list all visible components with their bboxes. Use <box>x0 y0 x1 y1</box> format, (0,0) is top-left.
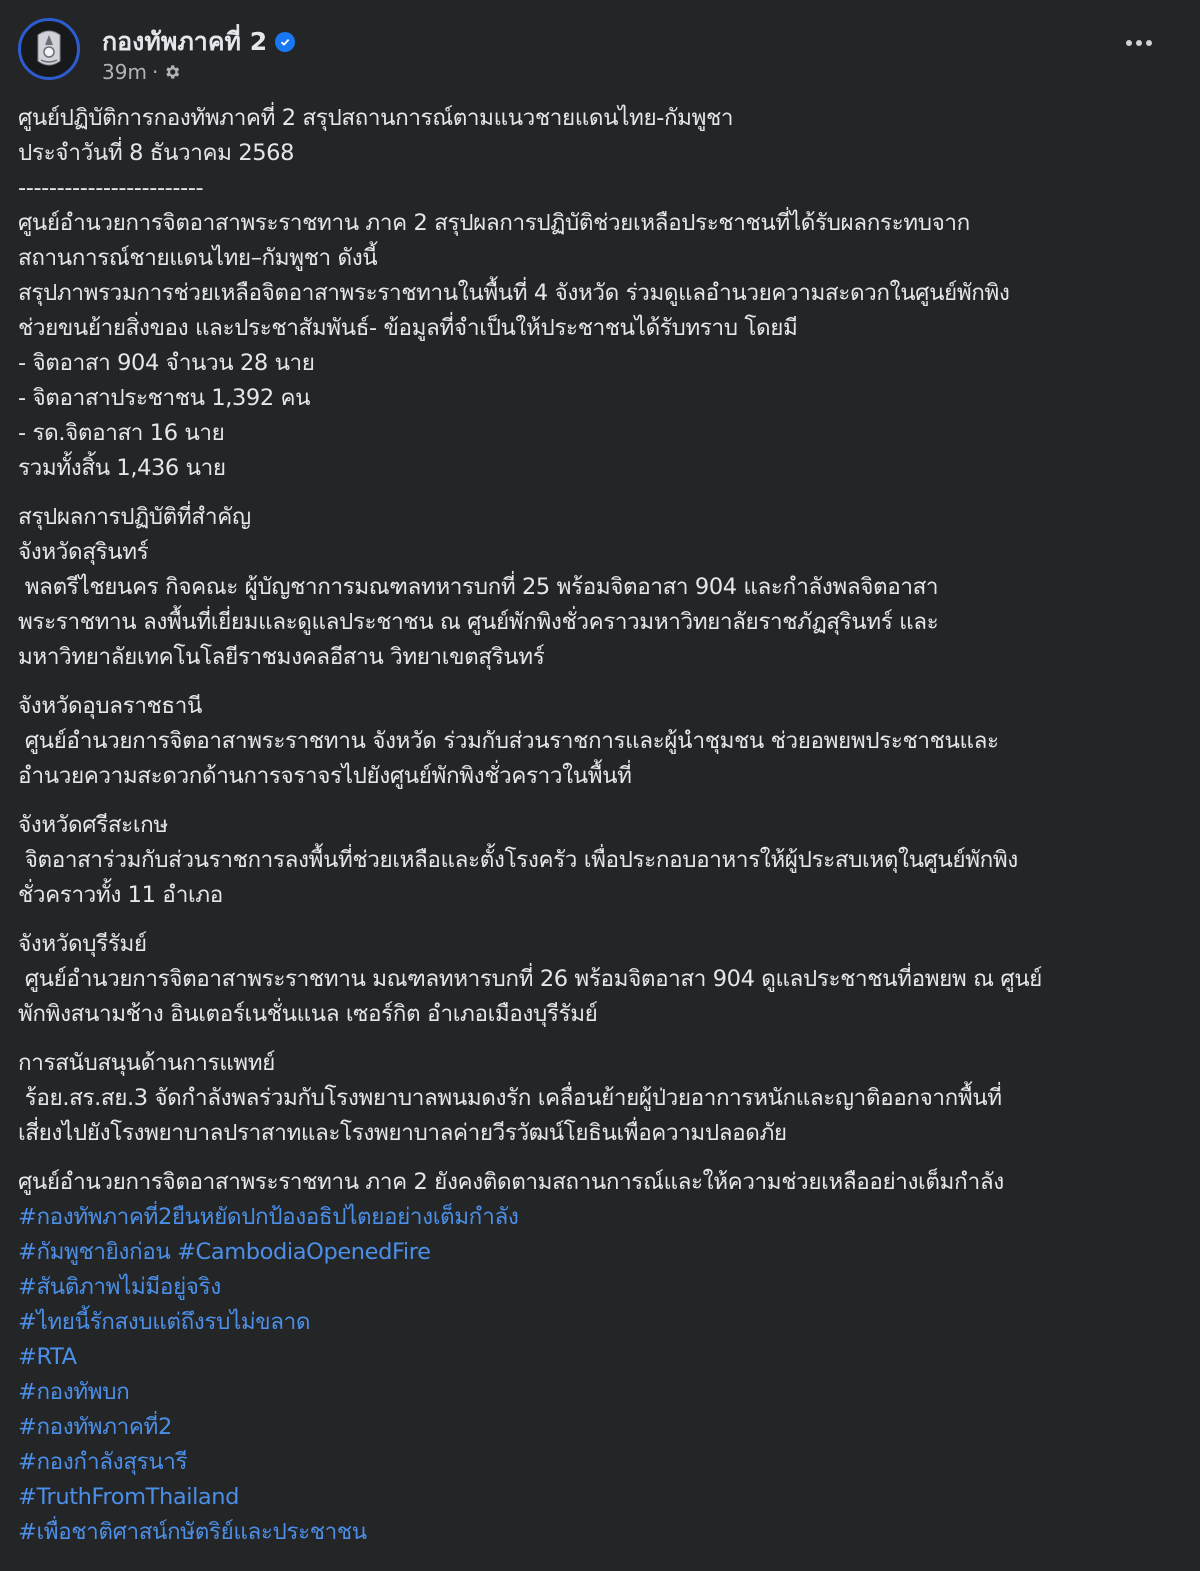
post-body <box>18 101 1178 1550</box>
hashtag-link[interactable]: #CambodiaOpenedFire <box>177 1239 431 1265</box>
post-timestamp[interactable]: 39m <box>102 60 147 84</box>
verified-badge-icon <box>275 32 295 52</box>
separator-line: ------------------------ <box>18 175 204 201</box>
hashtag-link[interactable]: #กัมพูชายิงก่อน <box>18 1239 171 1265</box>
stat-total: รวมทั้งสิ้น 1,436 นาย <box>18 455 226 481</box>
intro-line: สรุปภาพรวมการช่วยเหลือจิตอาสาพระราชทานในพื้นที่ 4 จังหวัด ร่วมดูแลอำนวยความสะดวกในศูนย์พักพิง <box>18 280 1010 306</box>
section-line: ร้อย.สร.สย.3 จัดกำลังพลร่วมกับโรงพยาบาลพนมดงรัก เคลื่อนย้ายผู้ป่วยอาการหนักและญาติออกจากพื้นที่ <box>18 1085 1002 1111</box>
hashtag-link[interactable]: #กองกำลังสุรนารี <box>18 1449 188 1475</box>
section-line: พระราชทาน ลงพื้นที่เยี่ยมและดูแลประชาชน ณ ศูนย์พักพิงชั่วคราวมหาวิทยาลัยราชภัฏสุรินทร์ และ <box>18 609 939 635</box>
ellipsis-icon <box>1126 40 1132 46</box>
section-line: พลตรีไชยนคร กิจคณะ ผู้บัญชาการมณฑลทหารบกที่ 25 พร้อมจิตอาสา 904 และกำลังพลจิตอาสา <box>18 574 939 600</box>
section-line: อำนวยความสะดวกด้านการจราจรไปยังศูนย์พักพิงชั่วคราวในพื้นที่ <box>18 763 632 789</box>
section-heading: จังหวัดบุรีรัมย์ <box>18 931 147 957</box>
page-avatar[interactable] <box>18 18 80 80</box>
hashtag-link[interactable]: #สันติภาพไม่มีอยู่จริง <box>18 1274 221 1300</box>
intro-line: สถานการณ์ชายแดนไทย–กัมพูชา ดังนี้ <box>18 245 378 271</box>
hashtag-link[interactable]: #กองทัพบก <box>18 1379 130 1405</box>
section-line: ศูนย์อำนวยการจิตอาสาพระราชทาน มณฑลทหารบกที่ 26 พร้อมจิตอาสา 904 ดูแลประชาชนที่อพยพ ณ ศูนย์ <box>18 966 1042 992</box>
section-heading: จังหวัดสุรินทร์ <box>18 539 149 565</box>
hashtag-link[interactable]: #กองทัพภาคที่2ยืนหยัดปกป้องอธิปไตยอย่างเต็มกำลัง <box>18 1204 519 1230</box>
section-line: จิตอาสาร่วมกับส่วนราชการลงพื้นที่ช่วยเหลือและตั้งโรงครัว เพื่อประกอบอาหารให้ผู้ประสบเหตุในศูนย์พักพิง <box>18 847 1018 873</box>
post-meta <box>102 60 181 84</box>
section-line: เสี่ยงไปยังโรงพยาบาลปราสาทและโรงพยาบาลค่ายวีรวัฒน์โยธินเพื่อความปลอดภัย <box>18 1120 787 1146</box>
hashtag-link[interactable]: #RTA <box>18 1344 77 1370</box>
stat-line: - รด.จิตอาสา 16 นาย <box>18 420 225 446</box>
stat-line: - จิตอาสาประชาชน 1,392 คน <box>18 385 311 411</box>
hashtag-link[interactable]: #กองทัพภาคที่2 <box>18 1414 172 1440</box>
stat-line: - จิตอาสา 904 จำนวน 28 นาย <box>18 350 315 376</box>
intro-line: ศูนย์อำนวยการจิตอาสาพระราชทาน ภาค 2 สรุปผลการปฏิบัติช่วยเหลือประชาชนที่ได้รับผลกระทบจาก <box>18 210 970 236</box>
title-line: ศูนย์ปฏิบัติการกองทัพภาคที่ 2 สรุปสถานการณ์ตามแนวชายแดนไทย-กัมพูชา <box>18 105 734 131</box>
section-heading: จังหวัดอุบลราชธานี <box>18 693 202 719</box>
more-options-button[interactable] <box>1126 40 1152 46</box>
summary-heading: สรุปผลการปฏิบัติที่สำคัญ <box>18 504 251 530</box>
hashtag-link[interactable]: #TruthFromThailand <box>18 1484 240 1510</box>
army-emblem-icon <box>34 29 64 69</box>
section-line: ชั่วคราวทั้ง 11 อำเภอ <box>18 882 223 908</box>
section-heading: การสนับสนุนด้านการแพทย์ <box>18 1050 275 1076</box>
closing-line: ศูนย์อำนวยการจิตอาสาพระราชทาน ภาค 2 ยังคงติดตามสถานการณ์และให้ความช่วยเหลืออย่างเต็มกำลัง <box>18 1169 1004 1195</box>
hashtag-link[interactable]: #เพื่อชาติศาสน์กษัตริย์และประชาชน <box>18 1519 367 1545</box>
author-row <box>102 22 295 62</box>
page-name[interactable]: กองทัพภาคที่ 2 <box>102 27 268 56</box>
title-line: ประจำวันที่ 8 ธันวาคม 2568 <box>18 140 295 166</box>
post-header <box>18 18 1182 88</box>
intro-line: ช่วยขนย้ายสิ่งของ และประชาสัมพันธ์- ข้อมูลที่จำเป็นให้ประชาชนได้รับทราบ โดยมี <box>18 315 798 341</box>
section-line: ศูนย์อำนวยการจิตอาสาพระราชทาน จังหวัด ร่วมกับส่วนราชการและผู้นำชุมชน ช่วยอพยพประชาชนและ <box>18 728 999 754</box>
section-line: พักพิงสนามช้าง อินเตอร์เนชั่นแนล เซอร์กิต อำเภอเมืองบุรีรัมย์ <box>18 1001 598 1027</box>
hashtag-link[interactable]: #ไทยนี้รักสงบแต่ถึงรบไม่ขลาด <box>18 1309 311 1335</box>
meta-separator: · <box>151 60 159 84</box>
section-heading: จังหวัดศรีสะเกษ <box>18 812 168 838</box>
gear-icon[interactable] <box>163 63 181 81</box>
section-line: มหาวิทยาลัยเทคโนโลยีราชมงคลอีสาน วิทยาเขตสุรินทร์ <box>18 644 545 670</box>
